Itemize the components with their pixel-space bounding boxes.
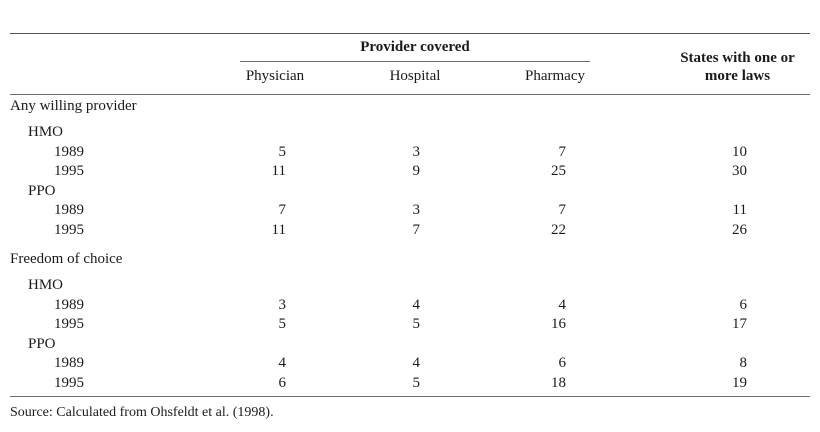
year-cell: 1989 [54,143,84,160]
pharmacy-cell: 7 [558,143,566,160]
year-cell: 1995 [54,163,84,179]
hospital-cell: 5 [412,316,420,332]
states-cell: 10 [732,143,747,160]
pharmacy-cell: 18 [551,374,566,391]
section-title: Any willing provider [10,98,137,114]
plan-type-label: HMO [28,277,64,293]
section-title: Freedom of choice [10,251,123,267]
hospital-cell: 3 [412,202,420,218]
states-cell: 17 [732,316,747,332]
year-cell: 1995 [54,374,84,391]
source-note: Source: Calculated from Ohsfeldt et al. (1998). [10,405,274,420]
physician-cell: 6 [278,374,286,391]
col-header-physician: Physician [245,68,305,84]
states-cell: 8 [739,355,747,371]
table-bottom-rule [10,396,810,397]
header-bottom-rule [10,94,810,95]
col-header-pharmacy: Pharmacy [525,68,585,84]
provider-covered-underline [240,61,590,62]
physician-cell: 11 [271,221,286,238]
physician-cell: 3 [278,296,286,313]
year-cell: 1989 [54,202,84,218]
col-header-hospital: Hospital [389,68,441,84]
plan-type-label: PPO [28,335,56,352]
hospital-cell: 4 [412,296,420,313]
hospital-cell: 9 [412,163,420,179]
hospital-cell: 5 [412,374,420,391]
pharmacy-cell: 16 [551,316,566,332]
physician-cell: 11 [271,163,286,179]
hospital-cell: 4 [412,355,420,371]
pharmacy-cell: 7 [558,202,566,218]
states-cell: 19 [732,374,747,391]
col-header-states-line1: States with one or [680,50,795,66]
states-cell: 6 [739,296,747,313]
hospital-cell: 7 [412,221,420,238]
physician-cell: 5 [278,316,286,332]
table-top-rule [10,33,810,34]
states-cell: 30 [732,163,747,179]
states-cell: 26 [732,221,747,238]
pharmacy-cell: 4 [558,296,566,313]
physician-cell: 7 [278,202,286,218]
year-cell: 1989 [54,296,84,313]
pharmacy-cell: 25 [551,163,566,179]
pharmacy-cell: 22 [551,221,566,238]
physician-cell: 5 [278,143,286,160]
provider-covered-header: Provider covered [360,39,470,55]
col-header-states-line2: more laws [704,68,771,84]
year-cell: 1995 [54,221,84,238]
pharmacy-cell: 6 [558,355,566,371]
year-cell: 1995 [54,316,84,332]
hospital-cell: 3 [412,143,420,160]
plan-type-label: PPO [28,182,56,199]
plan-type-label: HMO [28,124,64,140]
physician-cell: 4 [278,355,286,371]
states-cell: 11 [732,202,747,218]
year-cell: 1989 [54,355,84,371]
